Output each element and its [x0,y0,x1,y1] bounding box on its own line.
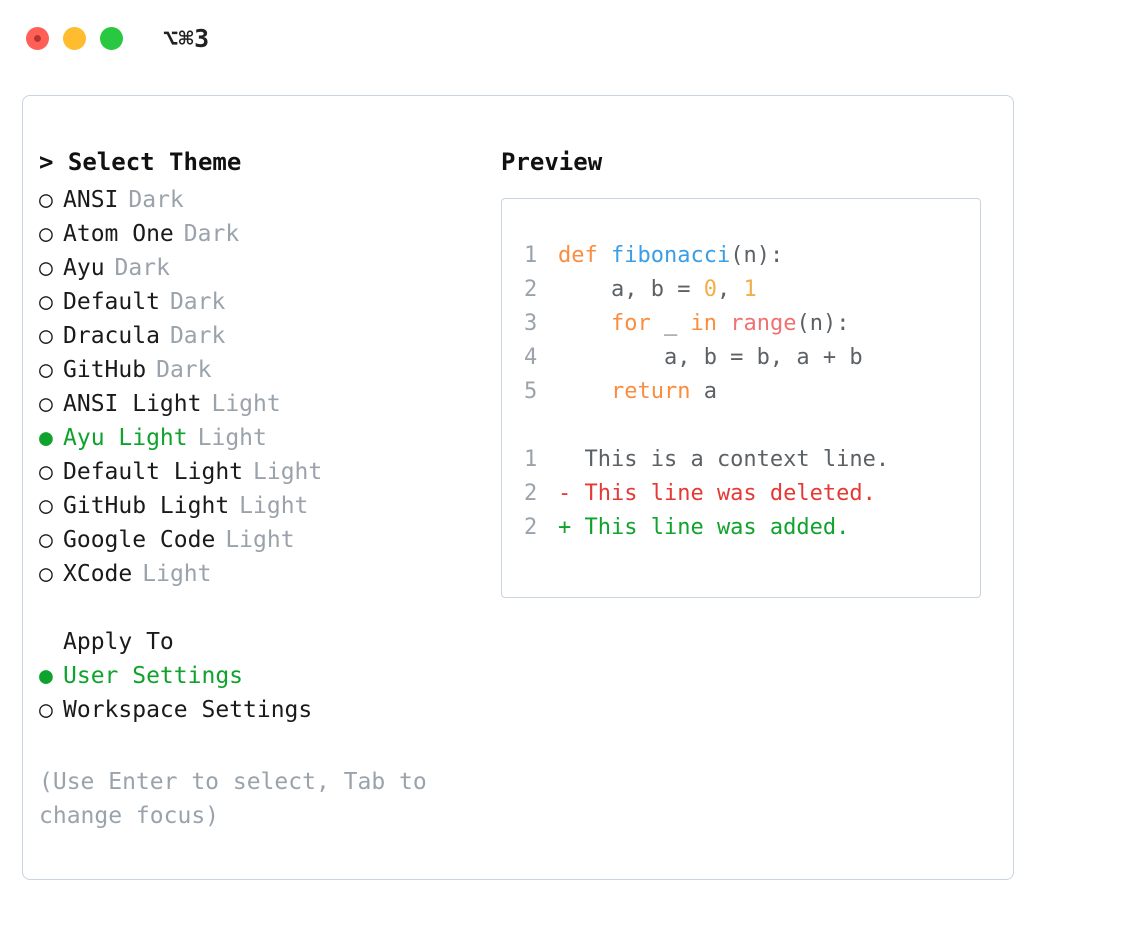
theme-option-variant: Light [197,425,267,451]
theme-option-variant: Light [239,493,309,519]
preview-column [501,148,1001,598]
theme-option-list[interactable] [39,183,479,591]
line-number: 2 [524,481,538,506]
code-token: , [716,277,744,302]
line-number: 4 [524,345,538,370]
minimize-icon[interactable] [63,27,86,50]
radio-unselected-icon: ○ [39,221,53,247]
code-token: return [610,379,691,404]
radio-unselected-icon: ○ [39,493,53,519]
code-token: for [610,311,651,336]
radio-unselected-icon: ○ [39,289,53,315]
code-token: a [690,379,717,404]
radio-unselected-icon: ○ [39,561,53,587]
theme-option-label: Dracula [63,323,160,349]
theme-option-variant: Dark [169,289,226,315]
theme-option-label: Google Code [63,527,216,553]
code-line [524,307,956,341]
code-line [524,341,956,375]
theme-option-github-light[interactable] [39,489,479,523]
theme-option-ayu[interactable] [39,251,479,285]
apply-to-option-user-settings[interactable] [39,659,479,693]
window-title: ⌥⌘3 [163,23,210,53]
code-token: (n): [796,311,850,336]
diff-line [524,477,956,511]
theme-option-label: Ayu Light [63,425,188,451]
code-token: in [690,311,717,336]
radio-unselected-icon: ○ [39,459,53,485]
code-line [524,239,956,273]
code-token [558,311,611,336]
theme-option-ansi[interactable] [39,183,479,217]
theme-picker-column [39,148,479,833]
code-token: 0 [703,277,717,302]
code-token: 1 [743,277,757,302]
theme-option-dracula[interactable] [39,319,479,353]
theme-option-label: ANSI Light [63,391,202,417]
code-token [717,311,730,336]
theme-option-ansi-light[interactable] [39,387,479,421]
code-token: fibonacci [610,243,731,268]
diff-text: This is a context line. [558,447,890,472]
theme-option-ayu-light[interactable] [39,421,479,455]
diff-sample [524,443,956,545]
theme-option-label: ANSI [63,187,119,213]
main-panel [22,95,1014,880]
radio-unselected-icon: ○ [39,255,53,281]
theme-option-label: Ayu [63,255,105,281]
theme-option-variant: Dark [169,323,226,349]
line-number: 1 [524,243,538,268]
theme-option-label: GitHub [63,357,147,383]
theme-option-variant: Dark [114,255,170,281]
radio-selected-icon: ● [39,425,53,451]
line-number: 2 [524,515,538,540]
apply-to-option-label: Workspace Settings [63,697,313,723]
code-token: range [730,311,797,336]
theme-option-variant: Light [142,561,212,587]
line-number: 2 [524,277,538,302]
apply-to-option-list[interactable] [39,659,479,727]
theme-option-label: GitHub Light [63,493,230,519]
theme-option-variant: Dark [183,221,240,247]
radio-unselected-icon: ○ [39,391,53,417]
code-token: (n): [730,243,784,268]
theme-option-label: Default [63,289,160,315]
radio-unselected-icon: ○ [39,527,53,553]
theme-option-variant: Light [211,391,281,417]
apply-to-option-label: User Settings [63,663,244,689]
theme-option-google-code[interactable] [39,523,479,557]
radio-unselected-icon: ○ [39,323,53,349]
theme-option-default-light[interactable] [39,455,479,489]
theme-option-xcode[interactable] [39,557,479,591]
keyboard-hint: (Use Enter to select, Tab to change focus) [39,769,441,829]
traffic-lights [26,27,123,50]
apply-to-heading: Apply To [63,629,174,655]
title-bar [0,0,1140,76]
radio-unselected-icon: ○ [39,697,53,723]
preview-title: Preview [501,148,603,176]
diff-line [524,511,956,545]
theme-option-atom-one[interactable] [39,217,479,251]
theme-option-label: Default Light [63,459,244,485]
line-number: 5 [524,379,538,404]
theme-option-variant: Dark [128,187,184,213]
diff-text: + This line was added. [558,515,850,540]
code-sample [524,239,956,409]
radio-selected-icon: ● [39,663,53,689]
line-number: 1 [524,447,538,472]
radio-unselected-icon: ○ [39,187,53,213]
line-number: 3 [524,311,538,336]
theme-option-variant: Light [225,527,295,553]
code-token: a, b = [558,277,704,302]
diff-line [524,443,956,477]
zoom-icon[interactable] [100,27,123,50]
theme-option-variant: Dark [156,357,212,383]
diff-text: - This line was deleted. [558,481,876,506]
code-token [558,379,611,404]
theme-option-label: Atom One [63,221,174,247]
close-icon[interactable] [26,27,49,50]
theme-option-default[interactable] [39,285,479,319]
theme-option-label: XCode [63,561,133,587]
preview-box [501,198,981,598]
code-token: a, b = b, a + b [558,345,863,370]
code-line [524,375,956,409]
radio-unselected-icon: ○ [39,357,53,383]
theme-option-variant: Light [253,459,323,485]
apply-to-option-workspace-settings[interactable] [39,693,479,727]
select-theme-heading: > Select Theme [39,148,242,176]
code-line [524,273,956,307]
code-token: def [558,243,611,268]
code-token: _ [650,311,691,336]
theme-option-github[interactable] [39,353,479,387]
